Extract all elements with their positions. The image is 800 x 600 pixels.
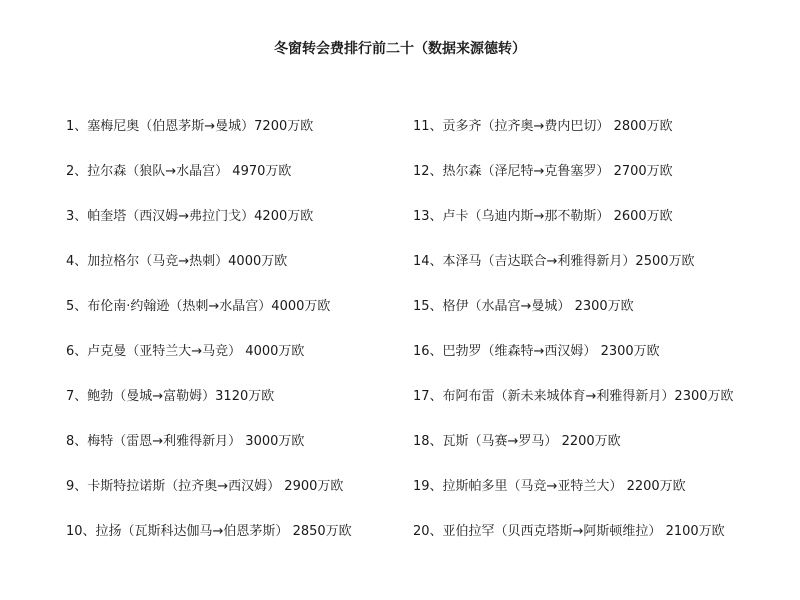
list-item: 18、瓦斯（马赛→罗马） 2200万欧 <box>413 434 621 449</box>
list-item: 8、梅特（雷恩→利雅得新月） 3000万欧 <box>66 434 305 449</box>
list-item: 9、卡斯特拉诺斯（拉齐奥→西汉姆） 2900万欧 <box>66 479 344 494</box>
list-item: 15、格伊（水晶宫→曼城） 2300万欧 <box>413 299 634 314</box>
list-item: 12、热尔森（泽尼特→克鲁塞罗） 2700万欧 <box>413 164 673 179</box>
list-item: 11、贡多齐（拉齐奥→费内巴切） 2800万欧 <box>413 119 673 134</box>
page-title: 冬窗转会费排行前二十（数据来源德转） <box>274 41 526 57</box>
list-item: 1、塞梅尼奥（伯恩茅斯→曼城）7200万欧 <box>66 119 314 134</box>
ranking-list-right <box>413 117 793 567</box>
ranking-list-left <box>66 117 406 567</box>
list-item: 14、本泽马（吉达联合→利雅得新月）2500万欧 <box>413 254 695 269</box>
list-item: 16、巴勃罗（维森特→西汉姆） 2300万欧 <box>413 344 660 359</box>
list-item: 10、拉扬（瓦斯科达伽马→伯恩茅斯） 2850万欧 <box>66 524 352 539</box>
list-item: 7、鲍勃（曼城→富勒姆）3120万欧 <box>66 389 275 404</box>
list-item: 2、拉尔森（狼队→水晶宫） 4970万欧 <box>66 164 292 179</box>
list-item: 17、布阿布雷（新未来城体育→利雅得新月）2300万欧 <box>413 389 734 404</box>
list-item: 3、帕奎塔（西汉姆→弗拉门戈）4200万欧 <box>66 209 314 224</box>
list-item: 20、亚伯拉罕（贝西克塔斯→阿斯顿维拉） 2100万欧 <box>413 524 725 539</box>
list-item: 13、卢卡（乌迪内斯→那不勒斯） 2600万欧 <box>413 209 673 224</box>
list-item: 6、卢克曼（亚特兰大→马竞） 4000万欧 <box>66 344 305 359</box>
list-item: 4、加拉格尔（马竞→热刺）4000万欧 <box>66 254 288 269</box>
list-item: 19、拉斯帕多里（马竞→亚特兰大） 2200万欧 <box>413 479 686 494</box>
list-item: 5、布伦南·约翰逊（热刺→水晶宫）4000万欧 <box>66 299 331 314</box>
